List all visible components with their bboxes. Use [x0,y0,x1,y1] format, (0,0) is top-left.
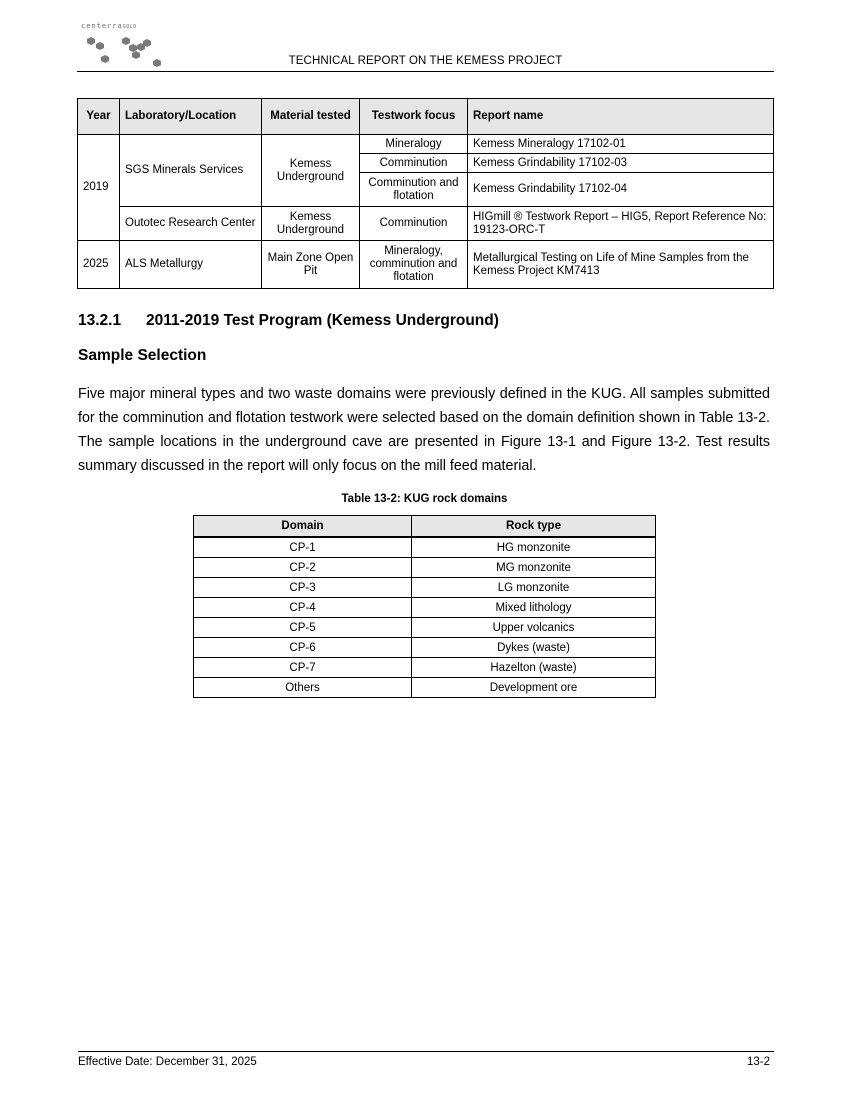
logo-wordmark-small: GOLD [122,24,137,30]
rock-type-cell: LG monzonite [412,578,656,598]
table-row [194,678,656,698]
table-header-row [194,516,656,538]
rock-domain-table [193,515,656,698]
table-row [78,135,774,154]
laboratory-testwork-table [77,98,774,289]
table-row [78,207,774,241]
section-number: 13.2.1 [78,312,122,329]
effective-date: Effective Date: December 31, 2025 [78,1056,257,1068]
page-header [77,18,774,72]
table-row [194,638,656,658]
rock-type-cell: Mixed lithology [412,598,656,618]
table-row [78,241,774,289]
domain-cell: CP-2 [194,558,412,578]
domain-cell: CP-3 [194,578,412,598]
domain-cell: CP-1 [194,537,412,558]
domain-cell: CP-6 [194,638,412,658]
laboratory-cell: SGS Minerals Services [120,135,262,207]
column-header-year: Year [78,99,120,135]
material-cell: Kemess Underground [262,135,360,207]
rock-type-cell: Hazelton (waste) [412,658,656,678]
year-cell: 2025 [78,241,120,289]
focus-cell: Mineralogy, comminution and flotation [360,241,468,289]
focus-cell: Comminution and flotation [360,173,468,207]
table-header-row [78,99,774,135]
page-number: 13-2 [746,1056,770,1068]
section-title: 2011-2019 Test Program (Kemess Underground) [146,312,499,329]
rock-type-cell: HG monzonite [412,537,656,558]
rock-type-cell: Dykes (waste) [412,638,656,658]
table-row [194,537,656,558]
report-cell: HIGmill ® Testwork Report – HIG5, Report Reference No: 19123-ORC-T [468,207,774,241]
laboratory-cell: Outotec Research Center [120,207,262,241]
report-cell: Kemess Grindability 17102-03 [468,154,774,173]
column-header-material: Material tested [262,99,360,135]
column-header-report: Report name [468,99,774,135]
rock-type-cell: MG monzonite [412,558,656,578]
domain-cell: CP-7 [194,658,412,678]
focus-cell: Mineralogy [360,135,468,154]
rock-type-cell: Upper volcanics [412,618,656,638]
report-cell: Metallurgical Testing on Life of Mine Samples from the Kemess Project KM7413 [468,241,774,289]
subsection-heading: Sample Selection [78,347,207,364]
report-cell: Kemess Grindability 17102-04 [468,173,774,207]
report-cell: Kemess Mineralogy 17102-01 [468,135,774,154]
domain-cell: Others [194,678,412,698]
page-footer [78,1051,774,1068]
table-row [194,658,656,678]
report-title: TECHNICAL REPORT ON THE KEMESS PROJECT [288,55,563,67]
table-caption: Table 13-2: KUG rock domains [341,493,508,505]
table-row [194,558,656,578]
focus-cell: Comminution [360,207,468,241]
table-row [194,598,656,618]
table-row [194,618,656,638]
column-header-rock-type: Rock type [412,516,656,538]
column-header-focus: Testwork focus [360,99,468,135]
logo-wordmark: centerra [81,22,123,30]
rock-type-cell: Development ore [412,678,656,698]
year-cell: 2019 [78,135,120,241]
column-header-domain: Domain [194,516,412,538]
focus-cell: Comminution [360,154,468,173]
laboratory-cell: ALS Metallurgy [120,241,262,289]
body-paragraph: Five major mineral types and two waste domains were previously defined in the KUG. All samples submitted for the comminution and flotation testwork were selected based on the domain definition shown in Table 13-2. The sample locations in the underground cave are presented in Figure 13-1 and Figure 13-2. Test results summary discussed in the report will only focus on the mill feed material. [78,386,770,474]
material-cell: Main Zone Open Pit [262,241,360,289]
domain-cell: CP-4 [194,598,412,618]
column-header-laboratory: Laboratory/Location [120,99,262,135]
material-cell: Kemess Underground [262,207,360,241]
section-heading [78,312,499,330]
domain-cell: CP-5 [194,618,412,638]
table-row [194,578,656,598]
